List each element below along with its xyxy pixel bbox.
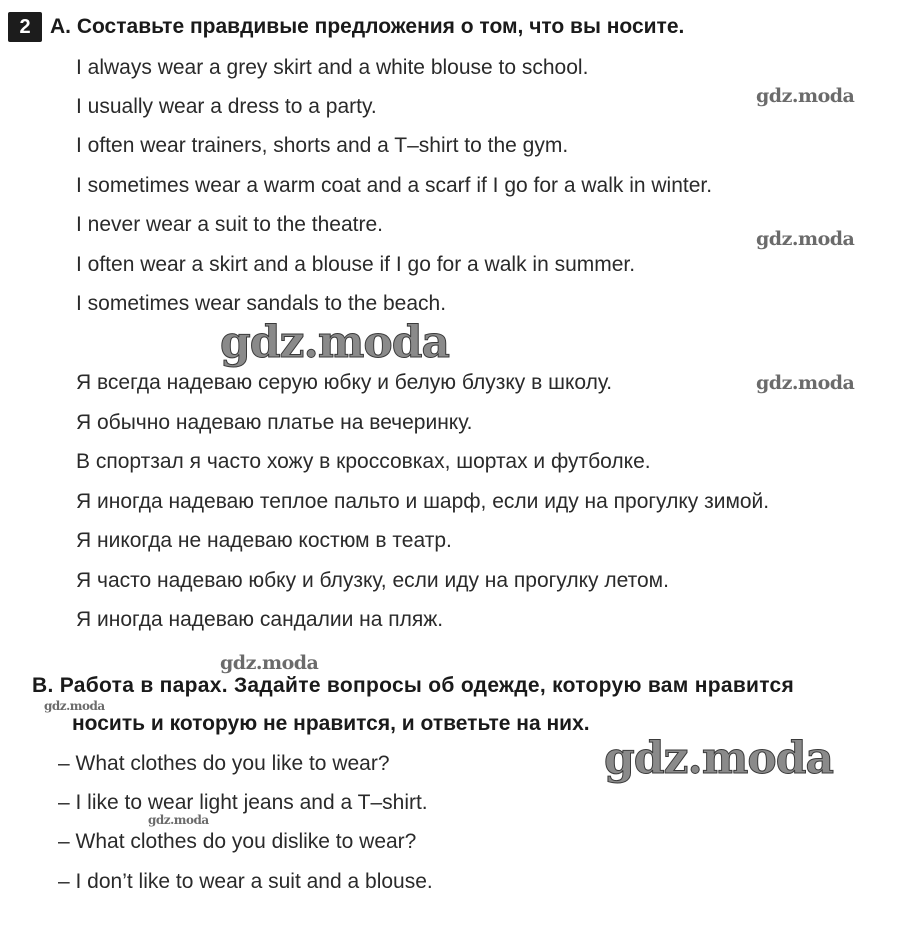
dialogue-line: – What clothes do you dislike to wear? [58, 830, 417, 853]
dialogue-line: – What clothes do you like to wear? [58, 752, 390, 775]
watermark-large: gdz.moda [604, 733, 834, 784]
russian-line: Я иногда надеваю теплое пальто и шарф, если иду на прогулку зимой. [76, 490, 770, 513]
russian-line: Я никогда не надеваю костюм в театр. [76, 529, 452, 552]
watermark: gdz.moda [44, 699, 105, 713]
russian-line: В спортзал я часто хожу в кроссовках, шортах и футболке. [76, 450, 651, 473]
section-b-heading-line2: носить и которую не нравится, и ответьте на них. [72, 712, 590, 735]
section-b-heading-line1: B. Работа в парах. Задайте вопросы об одежде, которую вам нравится [32, 674, 795, 697]
russian-line: Я часто надеваю юбку и блузку, если иду на прогулку летом. [76, 569, 669, 592]
english-line: I often wear a skirt and a blouse if I go for a walk in summer. [76, 253, 636, 276]
watermark: gdz.moda [756, 228, 855, 250]
exercise-number-badge: 2 [8, 12, 42, 42]
dialogue-line: – I like to wear light jeans and a T–shirt. [58, 791, 428, 814]
watermark: gdz.moda [756, 372, 855, 394]
english-line: I sometimes wear a warm coat and a scarf if I go for a walk in winter. [76, 174, 713, 197]
watermark: gdz.moda [756, 85, 855, 107]
english-line: I usually wear a dress to a party. [76, 95, 377, 118]
watermark: gdz.moda [220, 652, 319, 674]
section-a-heading: A. Составьте правдивые предложения о том, что вы носите. [50, 15, 685, 38]
russian-line: Я обычно надеваю платье на вечеринку. [76, 411, 473, 434]
watermark: gdz.moda [148, 813, 209, 827]
russian-line: Я иногда надеваю сандалии на пляж. [76, 608, 444, 631]
english-line: I always wear a grey skirt and a white blouse to school. [76, 56, 589, 79]
russian-line: Я всегда надеваю серую юбку и белую блузку в школу. [76, 371, 613, 394]
watermark-large: gdz.moda [220, 317, 450, 368]
english-line: I often wear trainers, shorts and a T–shirt to the gym. [76, 134, 569, 157]
english-line: I sometimes wear sandals to the beach. [76, 292, 447, 315]
english-line: I never wear a suit to the theatre. [76, 213, 384, 236]
dialogue-line: – I don’t like to wear a suit and a blouse. [58, 870, 433, 893]
